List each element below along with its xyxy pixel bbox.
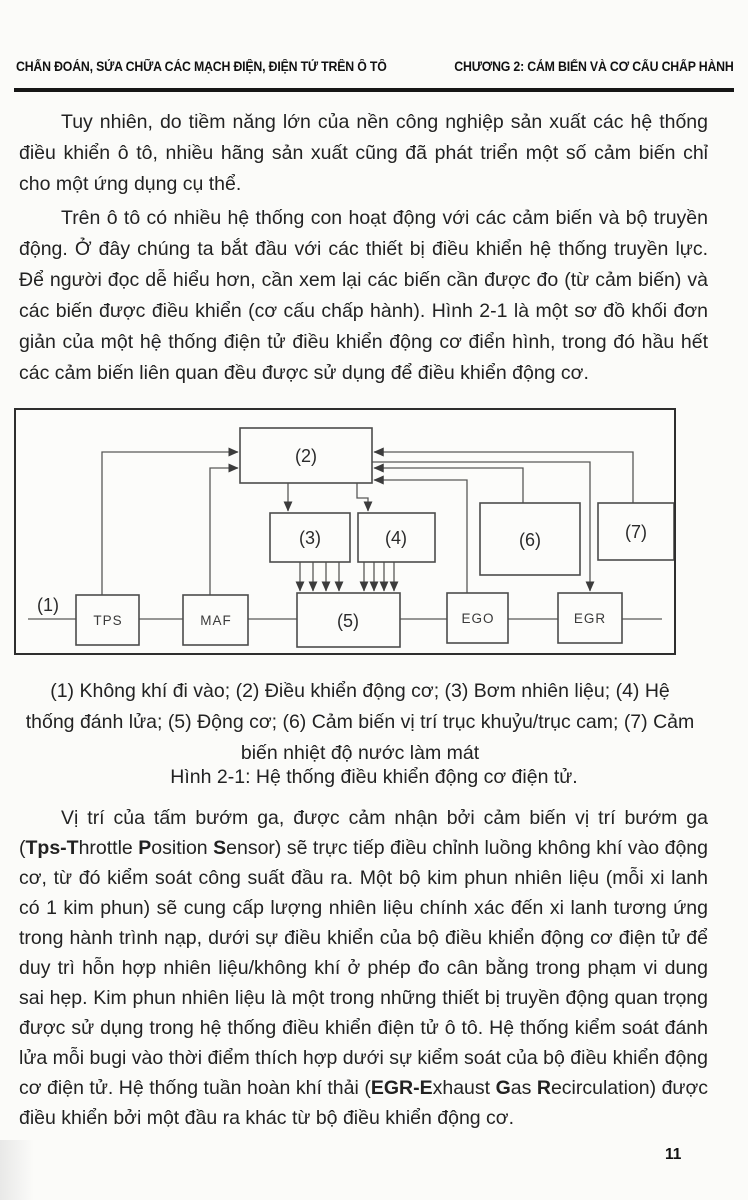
wire-tps-to-controller [102,452,238,595]
label-engine: (5) [337,611,359,631]
paragraph-2: Trên ô tô có nhiều hệ thống con hoạt động với các cảm biến và bộ truyền động. Ở đây chúng ta bắt đầu với các thiết bị điều khiển hệ thống truyền lực. Để người đọc dễ hiểu hơn, cần xem lại các biến cần được đo (từ cảm biến) và các biến được điều khiển (cơ cấu chấp hành). Hình 2-1 là một sơ đồ khối đơn giản của một hệ thống điện tử điều khiển động cơ điển hình, trong đó hầu hết các cảm biến liên quan đều được sử dụng để điều khiển động cơ. [19,207,708,384]
wire-coolant-sensor-to-controller [374,452,633,503]
header-chapter-title: CHƯƠNG 2: CẢM BIẾN VÀ CƠ CẤU CHẤP HÀNH [454,59,734,74]
label-fuel-pump: (3) [299,528,321,548]
running-header [16,59,734,74]
wire-maf-to-controller [210,468,238,595]
figure-2-1-frame [14,408,676,655]
label-maf: MAF [200,613,232,628]
figure-caption: Hình 2-1: Hệ thống điều khiển động cơ điện tử. [170,766,578,788]
page-number: 11 [665,1146,682,1163]
wires-fuel-pump-to-engine [300,562,339,591]
paragraph-3: Vị trí của tấm bướm ga, được cảm nhận bởi cảm biến vị trí bướm ga (Tps-Throttle Position Sensor) sẽ trực tiếp điều chỉnh luồng không khí vào động cơ, từ đó kiểm soát công suất đầu ra. Một bộ kim phun nhiên liệu (mỗi xi lanh có 1 kim phun) sẽ cung cấp lượng nhiên liệu chính xác đến xi lanh tương ứng trong hành trình nạp, dưới sự điều khiển của bộ điều khiển động cơ điện tử để duy trì hỗn hợp nhiên liệu/không khí ở phép đo cân bằng trong phạm vi dung sai hẹp. Kim phun nhiên liệu là một trong những thiết bị truyền động quan trọng được sử dụng trong hệ thống điều khiển điện tử ô tô. Hệ thống kiểm soát đánh lửa mỗi bugi vào thời điểm thích hợp dưới sự kiểm soát của bộ điều khiển động cơ điện tử. Hệ thống tuần hoàn khí thải (EGR-Exhaust Gas Recirculation) được điều khiển bởi một đầu ra khác từ bộ điều khiển động cơ. [19,807,709,1129]
wire-controller-to-ignition [357,483,368,511]
block-diagram [16,410,674,653]
label-air-intake: (1) [37,595,59,615]
header-book-title: CHẨN ĐOÁN, SỬA CHỮA CÁC MẠCH ĐIỆN, ĐIỆN TỬ TRÊN Ô TÔ [16,59,387,74]
label-egr: EGR [573,611,607,626]
figure-legend: (1) Không khí đi vào; (2) Điều khiển động cơ; (3) Bơm nhiên liệu; (4) Hệ thống đánh lửa; (5) Động cơ; (6) Cảm biến vị trí trục khuỷu/trục cam; (7) Cảm biến nhiệt độ nước làm mát [25,680,695,764]
wires-ignition-to-engine [364,562,394,591]
label-tps: TPS [93,613,123,628]
scan-edge-shadow [0,1140,34,1200]
label-coolant-temp-sensor: (7) [625,522,647,542]
label-engine-controller: (2) [295,446,317,466]
label-ignition-system: (4) [385,528,407,548]
label-crank-cam-sensor: (6) [519,530,541,550]
header-rule [14,88,734,92]
wire-crank-sensor-to-controller [374,468,523,503]
label-ego: EGO [461,611,495,626]
paragraph-1: Tuy nhiên, do tiềm năng lớn của nền công nghiệp sản xuất các hệ thống điều khiển ô tô, nhiều hãng sản xuất cũng đã phát triển một số cảm biến chỉ cho một ứng dụng cụ thể. [19,111,708,195]
